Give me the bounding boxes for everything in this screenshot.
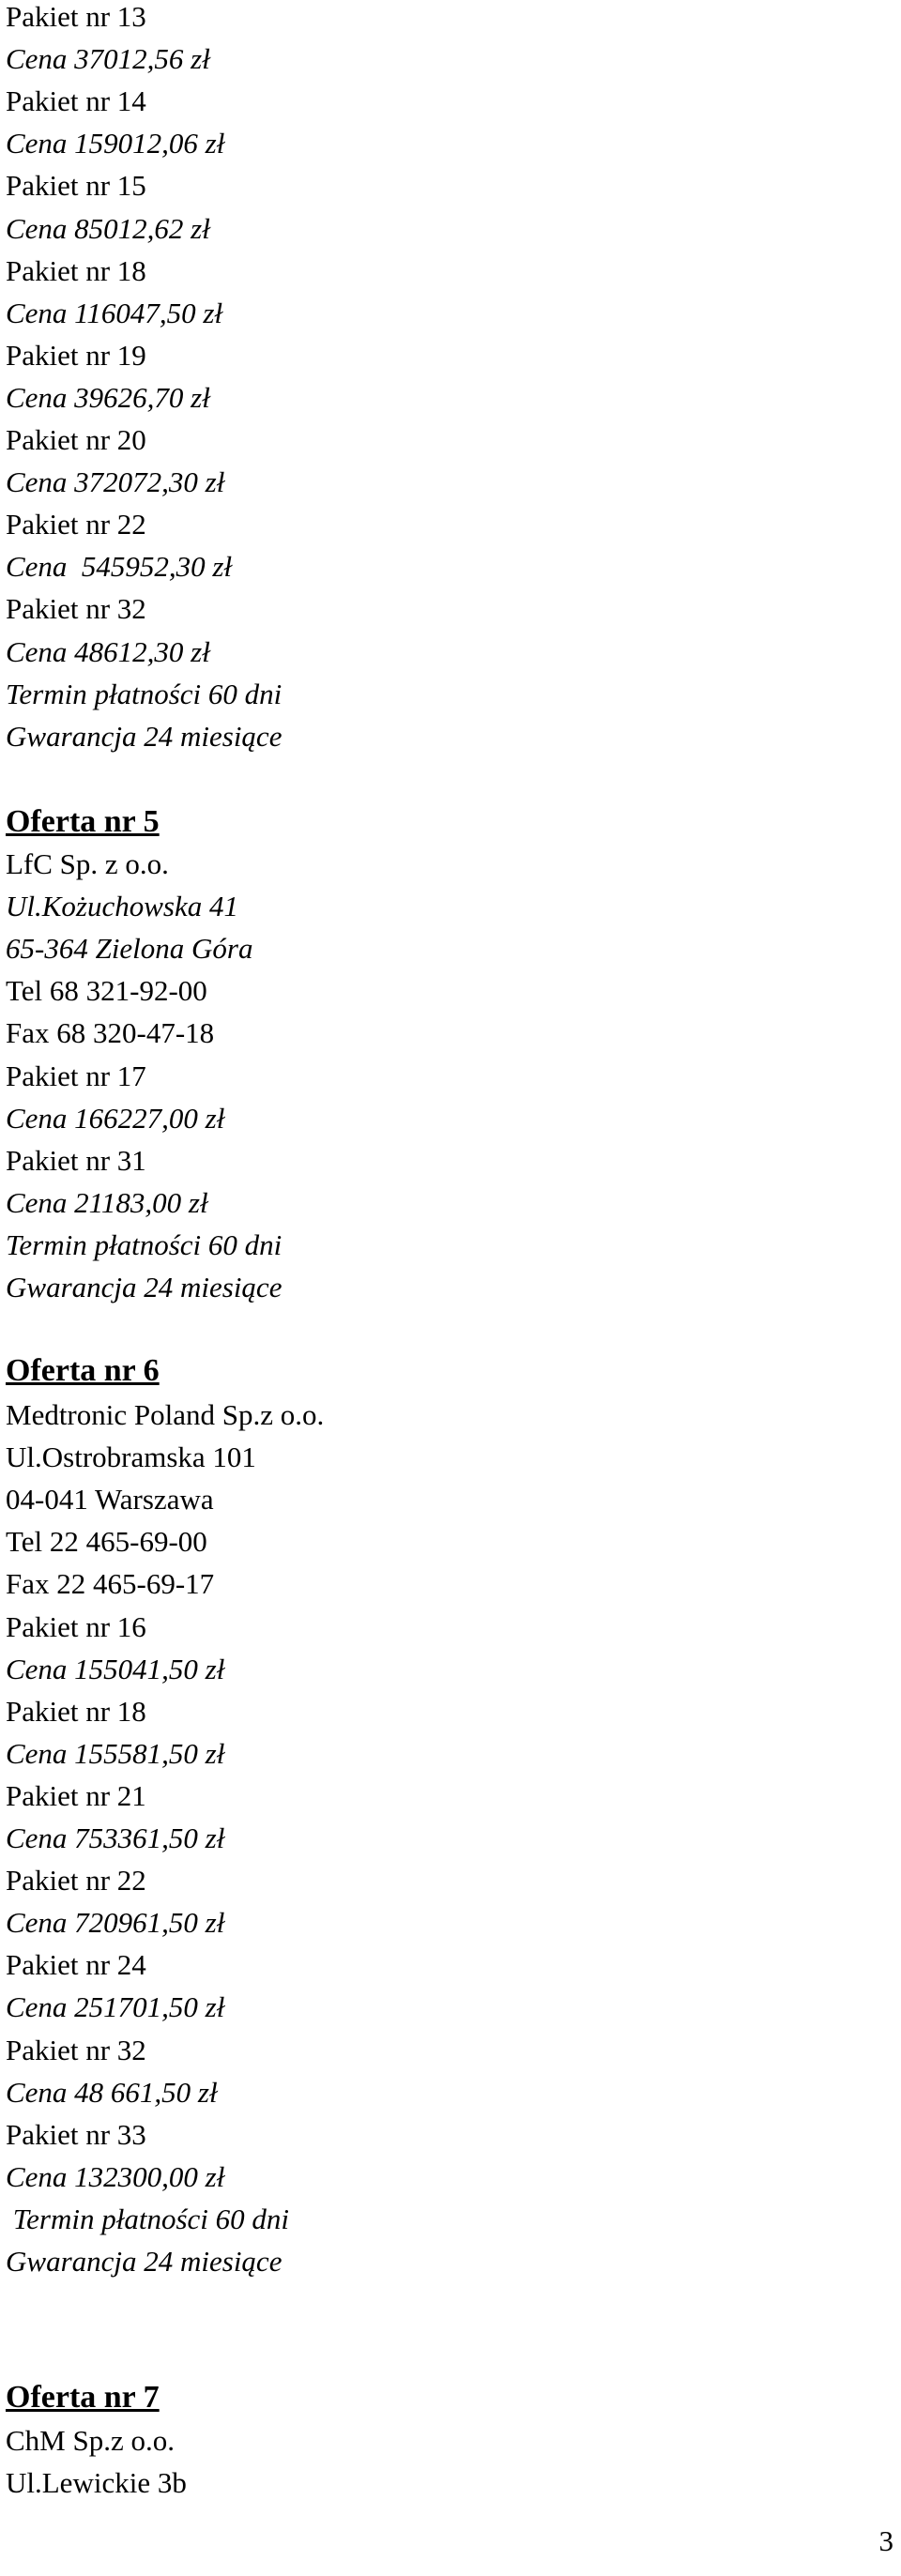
- text-line: Ul.Lewickie 3b: [6, 2466, 187, 2500]
- text-line: 65-364 Zielona Góra: [6, 932, 253, 966]
- text-line: Pakiet nr 22: [6, 508, 146, 541]
- text-line: Gwarancja 24 miesiące: [6, 2245, 283, 2278]
- text-line: Termin płatności 60 dni: [6, 1227, 283, 1261]
- text-line: Fax 68 320-47-18: [6, 1016, 215, 1050]
- text-line: Cena 37012,56 zł: [6, 42, 210, 76]
- text-line: Termin płatności 60 dni: [6, 2202, 289, 2235]
- text-line: Cena 85012,62 zł: [6, 211, 210, 245]
- offer-heading: Oferta nr 5: [6, 804, 160, 839]
- text-line: Pakiet nr 15: [6, 169, 146, 203]
- text-line: Pakiet nr 33: [6, 2117, 146, 2151]
- text-line: Ul.Ostrobramska 101: [6, 1440, 256, 1474]
- text-line: Cena 545952,30 zł: [6, 550, 233, 584]
- text-line: Pakiet nr 17: [6, 1059, 146, 1092]
- text-line: Cena 21183,00 zł: [6, 1185, 208, 1219]
- text-line: Ul.Kożuchowska 41: [6, 890, 238, 923]
- offer-heading: Oferta nr 7: [6, 2380, 160, 2415]
- text-line: Pakiet nr 32: [6, 592, 146, 626]
- text-line: Pakiet nr 20: [6, 423, 146, 456]
- text-line: ChM Sp.z o.o.: [6, 2424, 175, 2457]
- text-line: Pakiet nr 21: [6, 1778, 146, 1812]
- text-line: Cena 159012,06 zł: [6, 127, 225, 160]
- text-line: Cena 116047,50 zł: [6, 296, 223, 329]
- text-line: Medtronic Poland Sp.z o.o.: [6, 1398, 325, 1431]
- text-line: Pakiet nr 18: [6, 1694, 146, 1728]
- text-line: Pakiet nr 13: [6, 0, 146, 33]
- text-line: 04-041 Warszawa: [6, 1483, 214, 1517]
- text-line: Tel 22 465-69-00: [6, 1525, 207, 1559]
- text-line: Pakiet nr 31: [6, 1143, 146, 1177]
- text-line: Fax 22 465-69-17: [6, 1567, 215, 1601]
- offer-heading: Oferta nr 6: [6, 1353, 160, 1388]
- text-line: Pakiet nr 24: [6, 1948, 146, 1982]
- page-number: 3: [878, 2524, 893, 2557]
- text-line: Pakiet nr 18: [6, 253, 146, 287]
- text-line: Cena 720961,50 zł: [6, 1906, 225, 1940]
- text-line: Pakiet nr 14: [6, 84, 146, 118]
- text-line: Cena 155581,50 zł: [6, 1736, 225, 1770]
- text-line: Cena 39626,70 zł: [6, 380, 210, 414]
- text-line: Cena 48612,30 zł: [6, 634, 210, 668]
- text-line: Cena 166227,00 zł: [6, 1101, 225, 1135]
- text-line: Gwarancja 24 miesiące: [6, 1271, 283, 1303]
- text-line: Termin płatności 60 dni: [6, 677, 283, 710]
- text-line: Pakiet nr 16: [6, 1609, 146, 1643]
- text-line: Cena 753361,50 zł: [6, 1821, 225, 1854]
- text-line: Tel 68 321-92-00: [6, 974, 207, 1008]
- text-line: LfC Sp. z o.o.: [6, 847, 169, 880]
- text-line: Pakiet nr 19: [6, 338, 146, 372]
- text-line: Pakiet nr 22: [6, 1864, 146, 1898]
- text-line: Cena 132300,00 zł: [6, 2159, 225, 2193]
- text-line: Cena 155041,50 zł: [6, 1652, 225, 1685]
- text-line: Cena 372072,30 zł: [6, 465, 225, 499]
- text-line: Pakiet nr 32: [6, 2033, 146, 2066]
- text-line: Cena 251701,50 zł: [6, 1990, 225, 2024]
- text-line: Gwarancja 24 miesiące: [6, 719, 283, 753]
- text-line: Cena 48 661,50 zł: [6, 2075, 218, 2109]
